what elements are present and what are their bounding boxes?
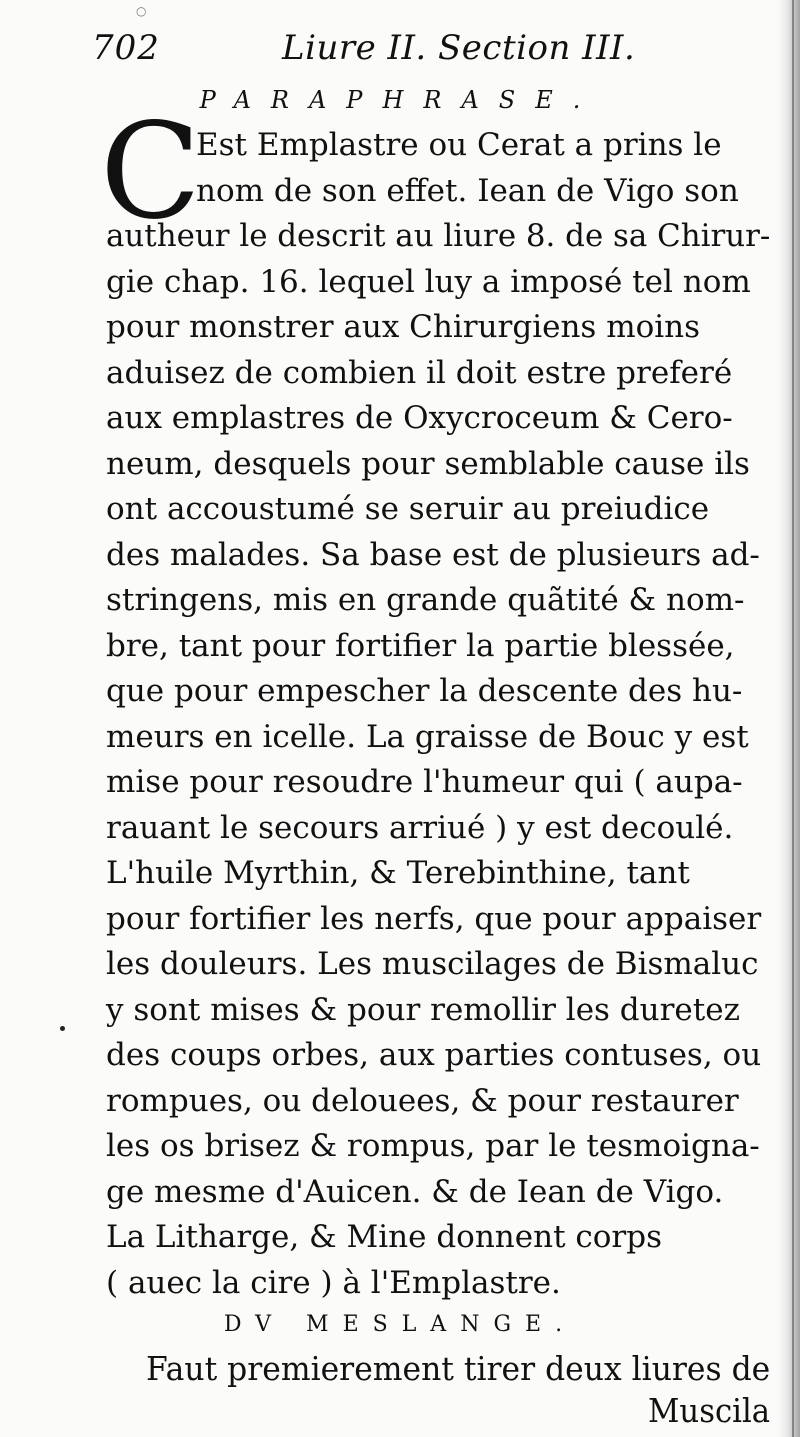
drop-cap: C — [100, 95, 201, 249]
text-line: La Litharge, & Mine donnent corps — [106, 1219, 662, 1255]
running-head — [92, 28, 772, 72]
text-line: rompues, ou delouees, & pour restaurer — [106, 1083, 739, 1119]
text-line: nom de son effet. Iean de Vigo son — [196, 173, 739, 209]
paraphrase-heading: PARAPHRASE. — [199, 86, 601, 114]
ink-dot — [60, 1026, 65, 1031]
text-line: L'huile Myrthin, & Terebinthine, tant — [106, 855, 690, 891]
text-line: Est Emplastre ou Cerat a prins le — [196, 127, 722, 163]
paragraph-2-first-line: Faut premierement tirer deux liures de — [146, 1349, 771, 1388]
text-line: ont accoustumé se seruir au preiudice — [106, 491, 710, 527]
spine-shadow — [778, 0, 800, 1437]
text-line: ( auec la cire ) à l'Emplastre. — [106, 1265, 561, 1301]
text-line: meurs en icelle. La graisse de Bouc y est — [106, 719, 749, 755]
text-line: que pour empescher la descente des hu- — [106, 673, 743, 709]
running-title: Liure II. Section III. — [282, 28, 636, 68]
text-line: neum, desquels pour semblable cause ils — [106, 446, 750, 482]
text-line: mise pour resoudre l'humeur qui ( aupa- — [106, 764, 743, 800]
text-line: des malades. Sa base est de plusieurs ad- — [106, 537, 760, 573]
text-line: ge mesme d'Auicen. & de Iean de Vigo. — [106, 1174, 724, 1210]
text-line: gie chap. 16. lequel luy a imposé tel nom — [106, 264, 751, 300]
top-margin-mark: ○ — [136, 4, 147, 18]
text-line: aduisez de combien il doit estre preferé — [106, 355, 733, 391]
meslange-heading: DV MESLANGE. — [223, 1312, 577, 1337]
text-line: les os brisez & rompus, par le tesmoigna- — [106, 1128, 760, 1164]
page-number: 702 — [92, 28, 160, 68]
text-line: y sont mises & pour remollir les duretez — [106, 992, 740, 1028]
text-line: pour fortifier les nerfs, que pour appaiser — [106, 901, 762, 937]
text-line: des coups orbes, aux parties contuses, ou — [106, 1037, 762, 1073]
text-line: bre, tant pour fortifier la partie blessée, — [106, 628, 735, 664]
text-line: stringens, mis en grande quãtité & nom- — [106, 582, 745, 618]
catchword: Muscila — [648, 1391, 771, 1430]
text-line: autheur le descrit au liure 8. de sa Chirur- — [106, 218, 771, 254]
text-line: aux emplastres de Oxycroceum & Cero- — [106, 400, 733, 436]
text-line: pour monstrer aux Chirurgiens moins — [106, 309, 701, 345]
text-line: rauant le secours arriué ) y est decoulé. — [106, 810, 734, 846]
text-line: les douleurs. Les muscilages de Bismaluc — [106, 946, 759, 982]
